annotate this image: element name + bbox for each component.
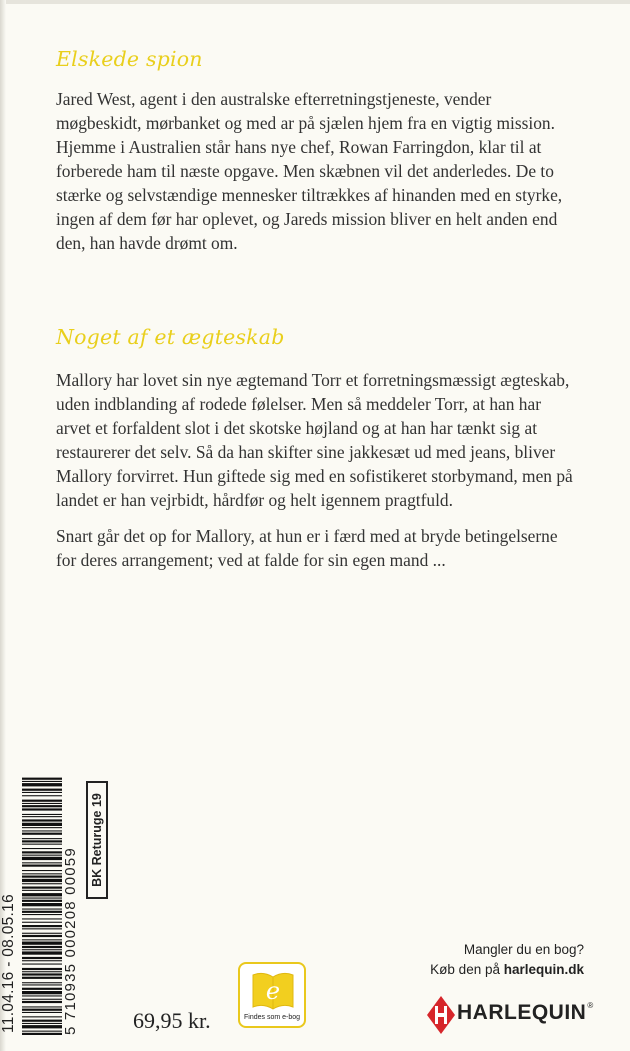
promo-line-1: Mangler du en bog? bbox=[463, 942, 584, 957]
barcode-label: BK Returuge 19 bbox=[86, 781, 108, 899]
section-noget-af-et-aegteskab bbox=[56, 325, 576, 572]
promo-prefix: Køb den på bbox=[430, 962, 504, 977]
section-heading: Noget af et ægteskab bbox=[56, 325, 285, 349]
logo-word: HARLEQUIN bbox=[457, 1001, 587, 1024]
harlequin-logo-text bbox=[457, 1001, 594, 1025]
price: 69,95 kr. bbox=[133, 1008, 211, 1033]
promo-link[interactable]: harlequin.dk bbox=[503, 962, 584, 977]
section-paragraph: Mallory har lovet sin nye ægtemand Torr et forretningsmæssigt ægteskab, uden indblanding af rodede følelser. Men så meddeler Torr, at han har arvet et forfaldent slot i det skotske højland og at han har tænkt sig at restaurerer det selv. Så da han skifter sine jakkesæt ud med jeans, bliver Mallory forvirret. Hun giftede sig med en sofistikeret storbymand, men på landet er han vejrbidt, hårdfør og helt igennem pragtfuld. bbox=[56, 370, 573, 510]
ebook-badge bbox=[238, 962, 306, 1028]
logo-registered-mark: ® bbox=[587, 1001, 594, 1010]
barcode-dates: 11.04.16 - 08.05.16 bbox=[0, 894, 17, 1033]
top-edge bbox=[0, 0, 630, 4]
barcode-digits: 5 710935 000208 00059 bbox=[62, 847, 79, 1035]
ebook-badge-text: Findes som e-bog bbox=[243, 1014, 301, 1021]
promo-line-2 bbox=[380, 960, 584, 980]
section-paragraph: Snart går det op for Mallory, at hun er i færd med at bryde betingelserne for deres arrangement; ved at falde for sin egen mand ... bbox=[56, 526, 558, 570]
harlequin-diamond-icon bbox=[426, 995, 456, 1035]
promo-block bbox=[380, 940, 584, 980]
section-paragraph: Jared West, agent i den australske efterretningstjeneste, vender møgbeskidt, mørbanket og med ar på sjælen hjem fra en vigtig mission. Hjemme i Australien står hans nye chef, Rowan Farringdon, klar til at forberede ham til næste opgave. Men skæbnen vil det anderledes. De to stærke og selvstændige mennesker tiltrækkes af hinanden med en styrke, ingen af dem før har oplevet, og Jareds mission bliver en helt anden end den, han havde drømt om. bbox=[56, 89, 563, 253]
section-heading: Elskede spion bbox=[56, 47, 203, 71]
harlequin-logo bbox=[426, 995, 594, 1035]
open-book-icon bbox=[251, 969, 295, 1011]
ebook-letter: e bbox=[265, 977, 281, 1005]
section-elskede-spion bbox=[56, 47, 576, 255]
barcode-bars bbox=[22, 777, 62, 1035]
barcode-block bbox=[0, 777, 112, 1035]
